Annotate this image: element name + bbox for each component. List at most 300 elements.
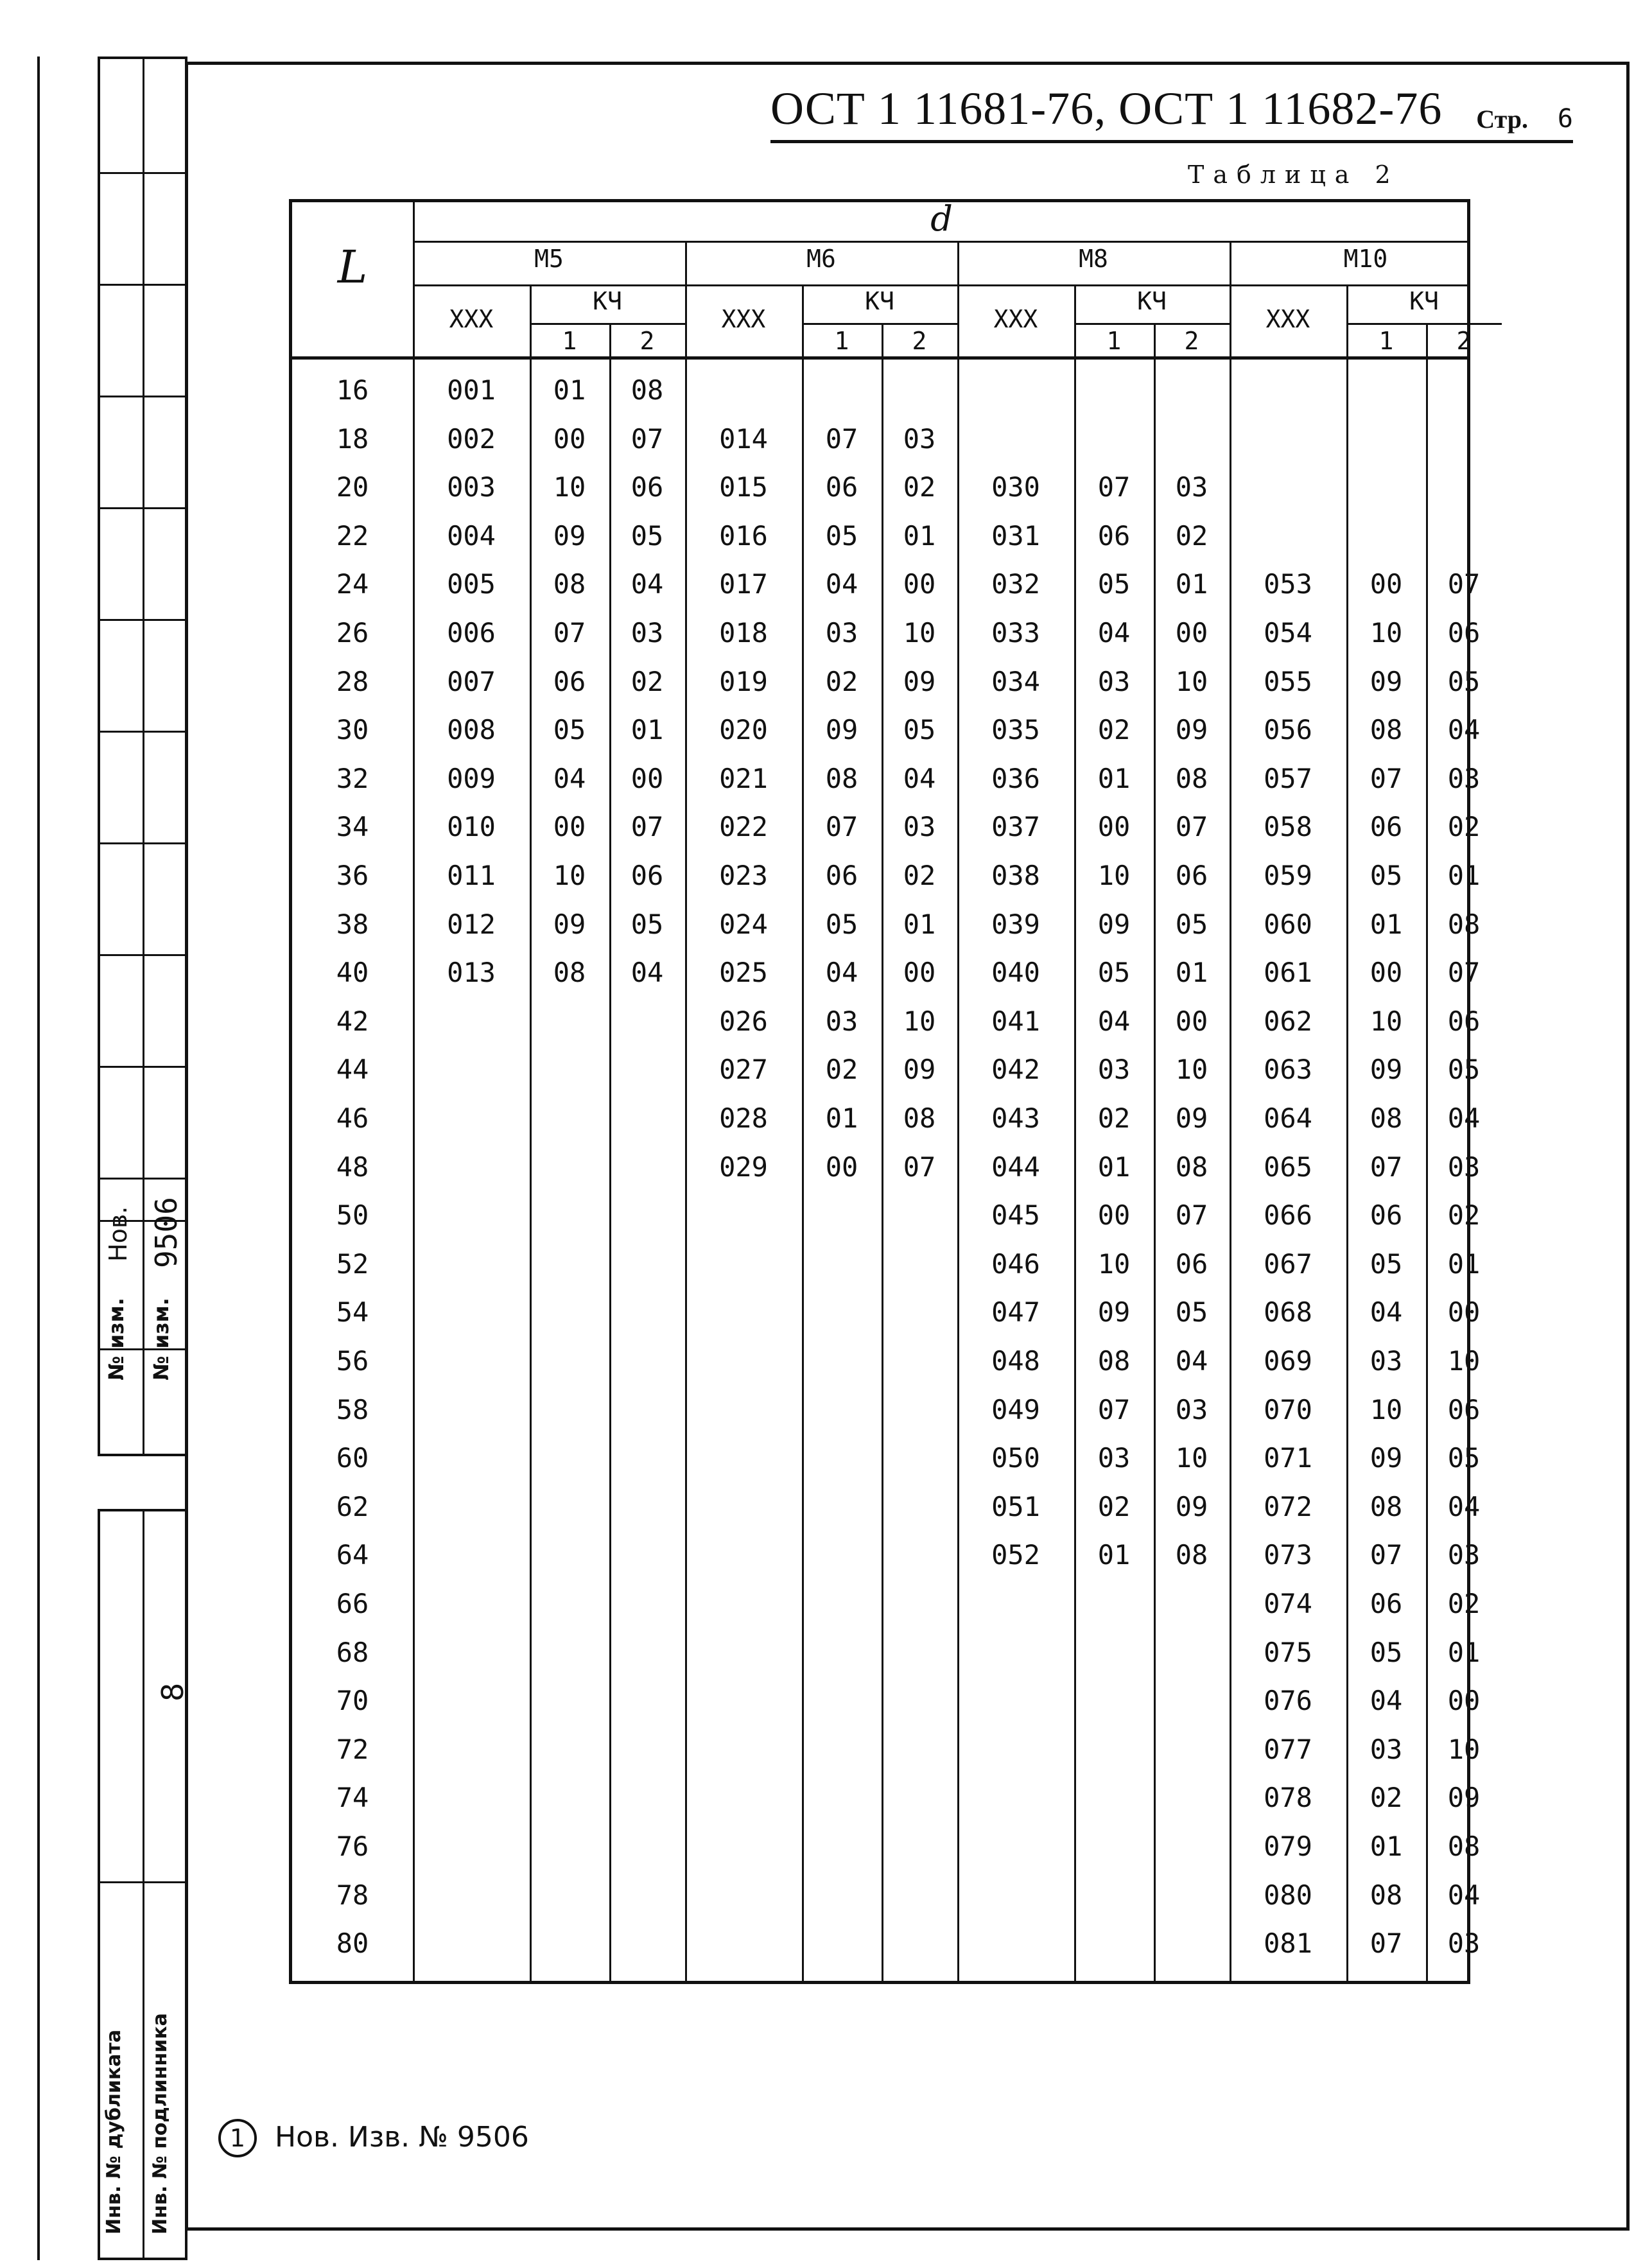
cell-kch2: 00	[1447, 1685, 1481, 1717]
cell-kch1: 06	[553, 665, 586, 697]
cell-kch2: 02	[1447, 811, 1481, 843]
cell-xxx: 066	[1264, 1199, 1312, 1232]
cell-xxx: 045	[991, 1199, 1040, 1232]
cell-xxx: 071	[1264, 1442, 1312, 1474]
kch-rule	[530, 323, 685, 325]
length-value: 54	[336, 1296, 369, 1328]
cell-kch2: 08	[1447, 908, 1481, 940]
cell-kch2: 08	[1447, 1831, 1481, 1862]
cell-xxx: 011	[447, 860, 496, 891]
length-value: 28	[336, 665, 369, 697]
cell-xxx: 050	[991, 1442, 1040, 1474]
cell-kch2: 02	[1175, 519, 1208, 552]
cell-kch2: 01	[903, 519, 936, 552]
length-value: 68	[336, 1636, 369, 1668]
cell-xxx: 057	[1264, 762, 1312, 794]
document-header	[770, 76, 1573, 143]
cell-xxx: 076	[1264, 1685, 1312, 1717]
cell-kch1: 03	[825, 617, 858, 649]
cell-kch2: 00	[903, 957, 936, 989]
cell-kch1: 00	[825, 1151, 858, 1183]
margin-tick	[98, 284, 187, 286]
cell-kch2: 05	[630, 908, 664, 940]
cell-kch2: 07	[630, 811, 664, 843]
margin-tick	[98, 507, 187, 509]
cell-kch2: 10	[1447, 1733, 1481, 1765]
original-inventory-label: Инв. № подлинника	[149, 2013, 171, 2234]
cell-xxx: 030	[991, 471, 1040, 503]
cell-kch2: 03	[1447, 1151, 1481, 1183]
length-header: L	[337, 241, 368, 293]
kch-header: КЧ	[865, 287, 894, 315]
cell-kch2: 05	[630, 519, 664, 552]
kch-sub-header: 1	[1106, 327, 1122, 355]
cell-xxx: 048	[991, 1345, 1040, 1377]
cell-xxx: 016	[719, 519, 768, 552]
cell-kch2: 07	[903, 1151, 936, 1183]
cell-kch1: 00	[553, 811, 586, 843]
length-value: 34	[336, 811, 369, 843]
cell-kch2: 03	[1447, 1539, 1481, 1571]
cell-kch2: 10	[903, 1005, 936, 1037]
cell-kch2: 09	[1175, 1490, 1208, 1522]
cell-kch1: 07	[825, 422, 858, 455]
length-value: 78	[336, 1879, 369, 1911]
cell-kch1: 10	[553, 860, 586, 891]
length-value: 30	[336, 714, 369, 746]
cell-kch2: 08	[1175, 1151, 1208, 1183]
header-rule	[413, 284, 1467, 286]
cell-kch2: 08	[903, 1102, 936, 1134]
cell-kch1: 08	[825, 762, 858, 794]
cell-kch2: 05	[903, 714, 936, 746]
cell-kch2: 00	[903, 568, 936, 600]
cell-kch1: 03	[1097, 665, 1131, 697]
cell-xxx: 046	[991, 1248, 1040, 1280]
cell-kch2: 07	[1447, 568, 1481, 600]
size-header: M6	[806, 245, 836, 273]
length-value: 72	[336, 1733, 369, 1765]
cell-kch1: 05	[1097, 568, 1131, 600]
cell-xxx: 044	[991, 1151, 1040, 1183]
length-value: 22	[336, 519, 369, 552]
cell-xxx: 024	[719, 908, 768, 940]
cell-kch1: 09	[825, 714, 858, 746]
cell-kch2: 04	[1447, 1102, 1481, 1134]
cell-kch1: 08	[553, 957, 586, 989]
cell-kch1: 02	[1097, 1102, 1131, 1134]
cell-kch2: 04	[630, 957, 664, 989]
cell-kch2: 09	[903, 665, 936, 697]
cell-kch2: 10	[1175, 1054, 1208, 1086]
cell-xxx: 037	[991, 811, 1040, 843]
change-no-label: № изм.	[149, 1298, 173, 1380]
cell-kch1: 06	[825, 471, 858, 503]
length-value: 16	[336, 374, 369, 406]
cell-kch1: 00	[1369, 957, 1403, 989]
cell-kch2: 01	[1447, 1636, 1481, 1668]
change-number: 9506	[149, 1197, 184, 1268]
cell-kch2: 00	[1447, 1296, 1481, 1328]
cell-xxx: 012	[447, 908, 496, 940]
cell-xxx: 041	[991, 1005, 1040, 1037]
length-value: 64	[336, 1539, 369, 1571]
cell-kch2: 07	[1175, 1199, 1208, 1232]
cell-xxx: 059	[1264, 860, 1312, 891]
cell-kch1: 07	[1369, 762, 1403, 794]
diameter-header: d	[930, 198, 953, 239]
cell-xxx: 021	[719, 762, 768, 794]
cell-kch1: 00	[1097, 1199, 1131, 1232]
cell-kch1: 02	[825, 665, 858, 697]
cell-kch1: 05	[1369, 1248, 1403, 1280]
cell-kch2: 06	[630, 860, 664, 891]
cell-kch1: 08	[1369, 1879, 1403, 1911]
cell-kch2: 06	[1447, 617, 1481, 649]
cell-kch1: 03	[1369, 1733, 1403, 1765]
footnote-text: Нов. Изв. № 9506	[275, 2121, 529, 2154]
length-value: 52	[336, 1248, 369, 1280]
length-value: 38	[336, 908, 369, 940]
cell-kch1: 05	[1369, 1636, 1403, 1668]
cell-xxx: 014	[719, 422, 768, 455]
cell-kch1: 09	[1369, 665, 1403, 697]
cell-kch1: 05	[825, 519, 858, 552]
cell-kch1: 05	[1369, 860, 1403, 891]
length-value: 46	[336, 1102, 369, 1134]
cell-xxx: 039	[991, 908, 1040, 940]
length-value: 50	[336, 1199, 369, 1232]
kch-header: КЧ	[593, 287, 622, 315]
duplicate-inventory-label: Инв. № дубликата	[103, 2029, 125, 2234]
cell-kch2: 10	[1447, 1345, 1481, 1377]
page-label: Стр.	[1476, 105, 1528, 134]
cell-kch2: 09	[1175, 714, 1208, 746]
cell-xxx: 061	[1264, 957, 1312, 989]
cell-xxx: 022	[719, 811, 768, 843]
length-value: 60	[336, 1442, 369, 1474]
cell-kch2: 03	[1175, 1393, 1208, 1425]
cell-kch1: 09	[1097, 908, 1131, 940]
cell-kch2: 02	[1447, 1199, 1481, 1232]
cell-kch1: 08	[553, 568, 586, 600]
cell-kch1: 03	[1097, 1054, 1131, 1086]
cell-kch1: 06	[825, 860, 858, 891]
kch-header: КЧ	[1409, 287, 1439, 315]
cell-xxx: 028	[719, 1102, 768, 1134]
cell-xxx: 075	[1264, 1636, 1312, 1668]
cell-kch1: 04	[1369, 1296, 1403, 1328]
cell-xxx: 026	[719, 1005, 768, 1037]
length-value: 58	[336, 1393, 369, 1425]
cell-kch1: 07	[825, 811, 858, 843]
kch-sub-header: 1	[1378, 327, 1394, 355]
cell-kch1: 06	[1097, 519, 1131, 552]
cell-kch1: 01	[1369, 908, 1403, 940]
cell-kch1: 00	[1097, 811, 1131, 843]
cell-kch2: 01	[1175, 957, 1208, 989]
length-value: 70	[336, 1685, 369, 1717]
length-value: 32	[336, 762, 369, 794]
cell-xxx: 040	[991, 957, 1040, 989]
cell-xxx: 070	[1264, 1393, 1312, 1425]
cell-kch2: 03	[630, 617, 664, 649]
cell-xxx: 029	[719, 1151, 768, 1183]
cell-kch2: 03	[903, 422, 936, 455]
cell-kch1: 06	[1369, 811, 1403, 843]
cell-xxx: 032	[991, 568, 1040, 600]
xxx-header: XXX	[721, 305, 766, 333]
cell-kch1: 02	[1097, 714, 1131, 746]
cell-xxx: 035	[991, 714, 1040, 746]
cell-kch2: 06	[1447, 1393, 1481, 1425]
cell-kch2: 04	[630, 568, 664, 600]
cell-xxx: 047	[991, 1296, 1040, 1328]
cell-kch2: 05	[1447, 1442, 1481, 1474]
cell-kch1: 02	[1369, 1782, 1403, 1814]
cell-xxx: 063	[1264, 1054, 1312, 1086]
kch-sub-header: 2	[912, 327, 927, 355]
cell-xxx: 003	[447, 471, 496, 503]
cell-kch2: 05	[1175, 908, 1208, 940]
length-value: 62	[336, 1490, 369, 1522]
cell-kch2: 01	[1447, 860, 1481, 891]
cell-kch2: 03	[1447, 762, 1481, 794]
cell-kch1: 10	[1369, 1005, 1403, 1037]
cell-kch2: 00	[1175, 617, 1208, 649]
cell-kch1: 04	[825, 568, 858, 600]
cell-xxx: 072	[1264, 1490, 1312, 1522]
length-value: 26	[336, 617, 369, 649]
length-value: 20	[336, 471, 369, 503]
cell-xxx: 018	[719, 617, 768, 649]
cell-xxx: 002	[447, 422, 496, 455]
size-header: M10	[1343, 245, 1388, 273]
nov-label: Нов.	[104, 1206, 132, 1262]
cell-kch2: 02	[903, 471, 936, 503]
cell-kch1: 00	[553, 422, 586, 455]
cell-kch2: 01	[630, 714, 664, 746]
cell-xxx: 060	[1264, 908, 1312, 940]
kch-header: КЧ	[1137, 287, 1167, 315]
cell-xxx: 023	[719, 860, 768, 891]
kch-rule	[802, 323, 957, 325]
cell-xxx: 033	[991, 617, 1040, 649]
cell-kch1: 04	[1097, 617, 1131, 649]
cell-kch1: 09	[1097, 1296, 1131, 1328]
cell-kch1: 07	[1097, 1393, 1131, 1425]
cell-kch2: 04	[1175, 1345, 1208, 1377]
cell-kch2: 00	[1175, 1005, 1208, 1037]
size-header: M8	[1079, 245, 1108, 273]
cell-xxx: 049	[991, 1393, 1040, 1425]
cell-xxx: 017	[719, 568, 768, 600]
cell-kch2: 05	[1447, 665, 1481, 697]
cell-kch1: 01	[1097, 1151, 1131, 1183]
cell-kch2: 07	[1175, 811, 1208, 843]
length-value: 56	[336, 1345, 369, 1377]
cell-xxx: 020	[719, 714, 768, 746]
cell-xxx: 027	[719, 1054, 768, 1086]
cell-kch2: 06	[1175, 860, 1208, 891]
header-bottom-rule	[292, 356, 1467, 360]
cell-kch2: 06	[630, 471, 664, 503]
cell-xxx: 013	[447, 957, 496, 989]
cell-kch1: 01	[553, 374, 586, 406]
cell-kch2: 03	[903, 811, 936, 843]
cell-kch1: 10	[1097, 860, 1131, 891]
margin-tick	[98, 1066, 187, 1068]
cell-xxx: 080	[1264, 1879, 1312, 1911]
cell-xxx: 079	[1264, 1831, 1312, 1862]
cell-kch2: 10	[1175, 1442, 1208, 1474]
cell-kch1: 09	[1369, 1054, 1403, 1086]
cell-kch2: 05	[1175, 1296, 1208, 1328]
cell-kch1: 10	[1097, 1248, 1131, 1280]
cell-kch2: 09	[1447, 1782, 1481, 1814]
standard-title: ОСТ 1 11681-76, ОСТ 1 11682-76	[770, 83, 1443, 134]
footnote	[218, 2119, 529, 2157]
margin-tick	[98, 1881, 187, 1883]
cell-kch1: 10	[553, 471, 586, 503]
cell-kch1: 10	[1369, 1393, 1403, 1425]
cell-xxx: 004	[447, 519, 496, 552]
length-value: 42	[336, 1005, 369, 1037]
cell-xxx: 065	[1264, 1151, 1312, 1183]
cell-kch2: 09	[1175, 1102, 1208, 1134]
length-value: 48	[336, 1151, 369, 1183]
length-value: 36	[336, 860, 369, 891]
cell-kch2: 08	[1175, 1539, 1208, 1571]
cell-kch2: 09	[903, 1054, 936, 1086]
cell-xxx: 031	[991, 519, 1040, 552]
cell-xxx: 007	[447, 665, 496, 697]
xxx-header: XXX	[449, 305, 494, 333]
kch-sub-header: 2	[639, 327, 655, 355]
cell-kch1: 07	[553, 617, 586, 649]
cell-kch2: 01	[903, 908, 936, 940]
cell-kch1: 08	[1369, 1490, 1403, 1522]
cell-kch2: 07	[1447, 957, 1481, 989]
cell-kch1: 02	[1097, 1490, 1131, 1522]
margin-tick	[98, 172, 187, 174]
cell-xxx: 009	[447, 762, 496, 794]
cell-xxx: 077	[1264, 1733, 1312, 1765]
cell-kch1: 08	[1097, 1345, 1131, 1377]
cell-kch2: 06	[1447, 1005, 1481, 1037]
cell-kch2: 10	[903, 617, 936, 649]
cell-xxx: 042	[991, 1054, 1040, 1086]
column-divider	[413, 202, 415, 1981]
cell-xxx: 010	[447, 811, 496, 843]
table-caption: Таблица 2	[1188, 161, 1400, 189]
cell-xxx: 056	[1264, 714, 1312, 746]
cell-xxx: 064	[1264, 1102, 1312, 1134]
cell-xxx: 019	[719, 665, 768, 697]
cell-kch2: 01	[1175, 568, 1208, 600]
kch-sub-header: 1	[834, 327, 849, 355]
cell-kch1: 04	[553, 762, 586, 794]
cell-kch2: 08	[1175, 762, 1208, 794]
cell-kch2: 10	[1175, 665, 1208, 697]
cell-xxx: 069	[1264, 1345, 1312, 1377]
cell-kch2: 04	[1447, 1879, 1481, 1911]
cell-kch1: 04	[1097, 1005, 1131, 1037]
cell-kch2: 00	[630, 762, 664, 794]
size-header: M5	[534, 245, 564, 273]
sheet-digit: 8	[155, 1682, 190, 1702]
cell-kch1: 05	[825, 908, 858, 940]
cell-kch2: 08	[630, 374, 664, 406]
kch-sub-header: 1	[562, 327, 577, 355]
kch-sub-header: 2	[1456, 327, 1472, 355]
page-number: 6	[1557, 104, 1573, 134]
cell-xxx: 015	[719, 471, 768, 503]
kch-rule	[1074, 323, 1230, 325]
length-value: 24	[336, 568, 369, 600]
length-value: 74	[336, 1782, 369, 1814]
length-value: 44	[336, 1054, 369, 1086]
footnote-marker: 1	[218, 2119, 257, 2157]
margin-tick	[98, 396, 187, 397]
cell-kch1: 01	[825, 1102, 858, 1134]
cell-xxx: 055	[1264, 665, 1312, 697]
cell-kch2: 01	[1447, 1248, 1481, 1280]
cell-xxx: 054	[1264, 617, 1312, 649]
cell-xxx: 038	[991, 860, 1040, 891]
cell-xxx: 058	[1264, 811, 1312, 843]
cell-kch2: 03	[1175, 471, 1208, 503]
cell-xxx: 073	[1264, 1539, 1312, 1571]
specification-table	[289, 198, 1481, 1984]
xxx-header: XXX	[1265, 305, 1310, 333]
xxx-header: XXX	[993, 305, 1038, 333]
cell-kch1: 08	[1369, 714, 1403, 746]
cell-xxx: 074	[1264, 1588, 1312, 1619]
margin-divider	[143, 57, 144, 1456]
cell-kch2: 02	[1447, 1588, 1481, 1619]
cell-kch1: 01	[1097, 1539, 1131, 1571]
margin-divider	[143, 1509, 144, 2260]
cell-kch1: 07	[1369, 1928, 1403, 1960]
margin-tick	[98, 619, 187, 621]
cell-kch1: 09	[553, 519, 586, 552]
cell-kch1: 07	[1369, 1539, 1403, 1571]
cell-xxx: 008	[447, 714, 496, 746]
cell-kch1: 09	[553, 908, 586, 940]
kch-sub-header: 2	[1184, 327, 1199, 355]
margin-tick	[98, 842, 187, 844]
cell-xxx: 001	[447, 374, 496, 406]
cell-kch1: 07	[1369, 1151, 1403, 1183]
cell-xxx: 053	[1264, 568, 1312, 600]
cell-kch2: 03	[1447, 1928, 1481, 1960]
length-value: 76	[336, 1831, 369, 1862]
cell-kch2: 04	[1447, 714, 1481, 746]
cell-kch1: 03	[825, 1005, 858, 1037]
cell-kch2: 06	[1175, 1248, 1208, 1280]
cell-xxx: 067	[1264, 1248, 1312, 1280]
kch-rule	[1346, 323, 1502, 325]
cell-kch2: 07	[630, 422, 664, 455]
cell-xxx: 062	[1264, 1005, 1312, 1037]
cell-kch1: 02	[825, 1054, 858, 1086]
cell-xxx: 081	[1264, 1928, 1312, 1960]
cell-kch2: 05	[1447, 1054, 1481, 1086]
cell-xxx: 036	[991, 762, 1040, 794]
cell-xxx: 005	[447, 568, 496, 600]
length-value: 40	[336, 957, 369, 989]
